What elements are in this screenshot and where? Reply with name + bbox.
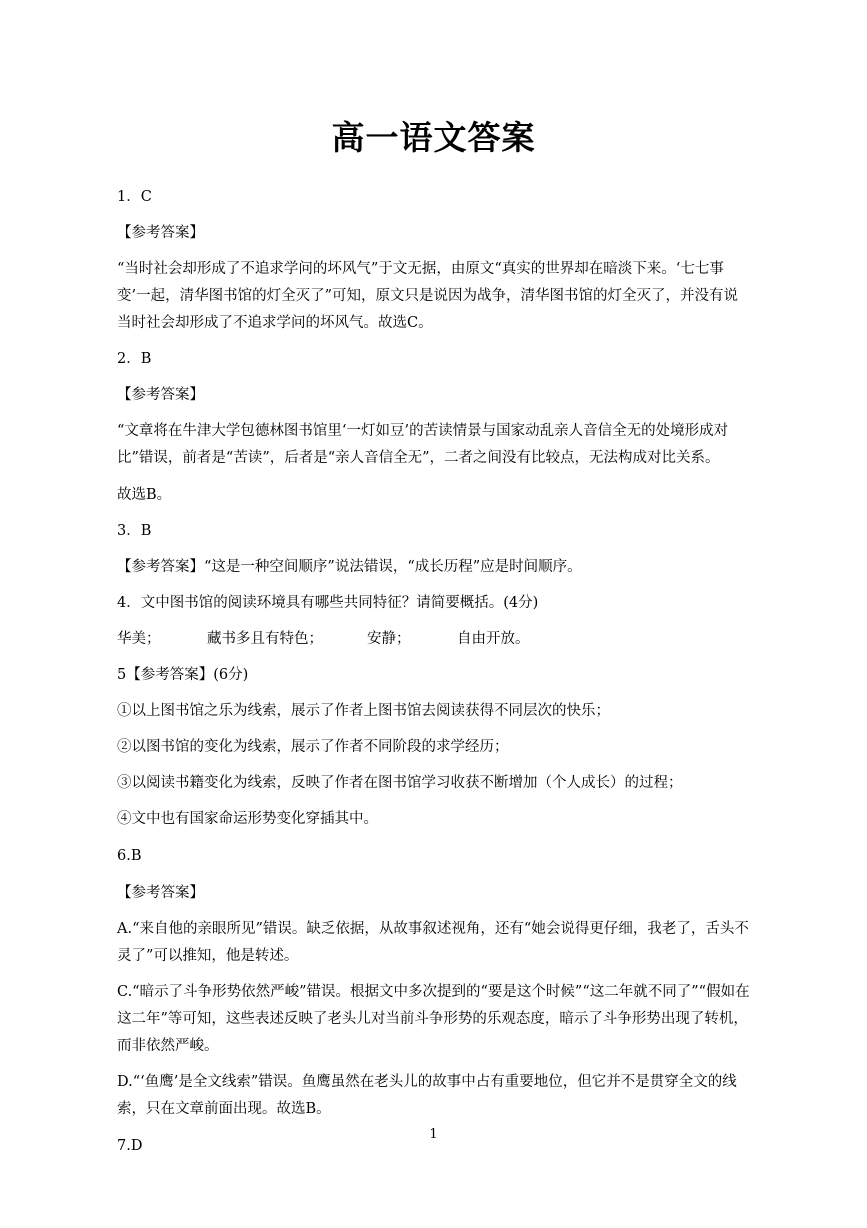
page-number: 1: [429, 1127, 438, 1142]
q6-answer: 6.B: [117, 848, 142, 864]
q7-answer: 7.D: [117, 1138, 143, 1154]
document-title: 高一语文答案: [331, 118, 536, 157]
q4-features: [117, 626, 751, 653]
q6-option-c: C.“暗示了斗争形势依然严峻”错误。根据文中多次提到的“要是这个时候”“这二年就不同了”“假如在这二年”等可知，这些表述反映了老头儿对当前斗争形势的乐观态度，暗示了斗争形势出现了转机，而非依然严峻。: [117, 984, 750, 1054]
q1-explanation: “当时社会却形成了不追求学问的坏风气”于文无据，由原文“真实的世界却在暗淡下来。‘七七事变’一起，清华图书馆的灯全灭了”可知，原文只是说因为战争，清华图书馆的灯全灭了，并没有说当时社会却形成了不追求学问的坏风气。故选C。: [117, 261, 739, 331]
q2-conclusion: 故选B。: [117, 487, 172, 503]
q4-feature: 藏书多且有特色；: [207, 631, 323, 647]
q2-reference-label: 【参考答案】: [117, 387, 204, 403]
q2-answer: 2．B: [117, 351, 152, 367]
q3-answer: 3．B: [117, 523, 152, 539]
q5-point: ①以上图书馆之乐为线索，展示了作者上图书馆去阅读获得不同层次的快乐；: [117, 703, 610, 719]
q2-explanation: “文章将在牛津大学包德林图书馆里‘一灯如豆’的苦读情景与国家动乱亲人音信全无的处境形成对比”错误，前者是“苦读”，后者是“亲人音信全无”，二者之间没有比较点，无法构成对比关系。: [117, 423, 729, 466]
q5-heading: 5【参考答案】(6分): [117, 667, 249, 683]
q1-answer: 1．C: [117, 189, 152, 205]
q1-reference-label: 【参考答案】: [117, 225, 204, 241]
q5-point: ④文中也有国家命运形势变化穿插其中。: [117, 811, 378, 827]
q4-question: 4．文中图书馆的阅读环境具有哪些共同特征？请简要概括。(4分): [117, 595, 539, 611]
answer-content: [117, 184, 751, 1160]
q6-option-a: A.“来自他的亲眼所见”错误。缺乏依据，从故事叙述视角，还有“她会说得更仔细，我老了，舌头不灵了”可以推知，他是转述。: [117, 921, 749, 964]
q6-reference-label: 【参考答案】: [117, 885, 204, 901]
q4-feature: 华美；: [117, 631, 161, 647]
q3-explanation: 【参考答案】“这是一种空间顺序”说法错误，“成长历程”应是时间顺序。: [117, 559, 582, 575]
q5-point: ②以图书馆的变化为线索，展示了作者不同阶段的求学经历；: [117, 739, 509, 755]
q4-feature: 安静；: [367, 631, 411, 647]
q4-feature: 自由开放。: [457, 631, 530, 647]
q6-option-d: D.“‘鱼鹰’是全文线索”错误。鱼鹰虽然在老头儿的故事中占有重要地位，但它并不是贯穿全文的线索，只在文章前面出现。故选B。: [117, 1074, 737, 1117]
q5-point: ③以阅读书籍变化为线索，反映了作者在图书馆学习收获不断增加（个人成长）的过程；: [117, 775, 683, 791]
